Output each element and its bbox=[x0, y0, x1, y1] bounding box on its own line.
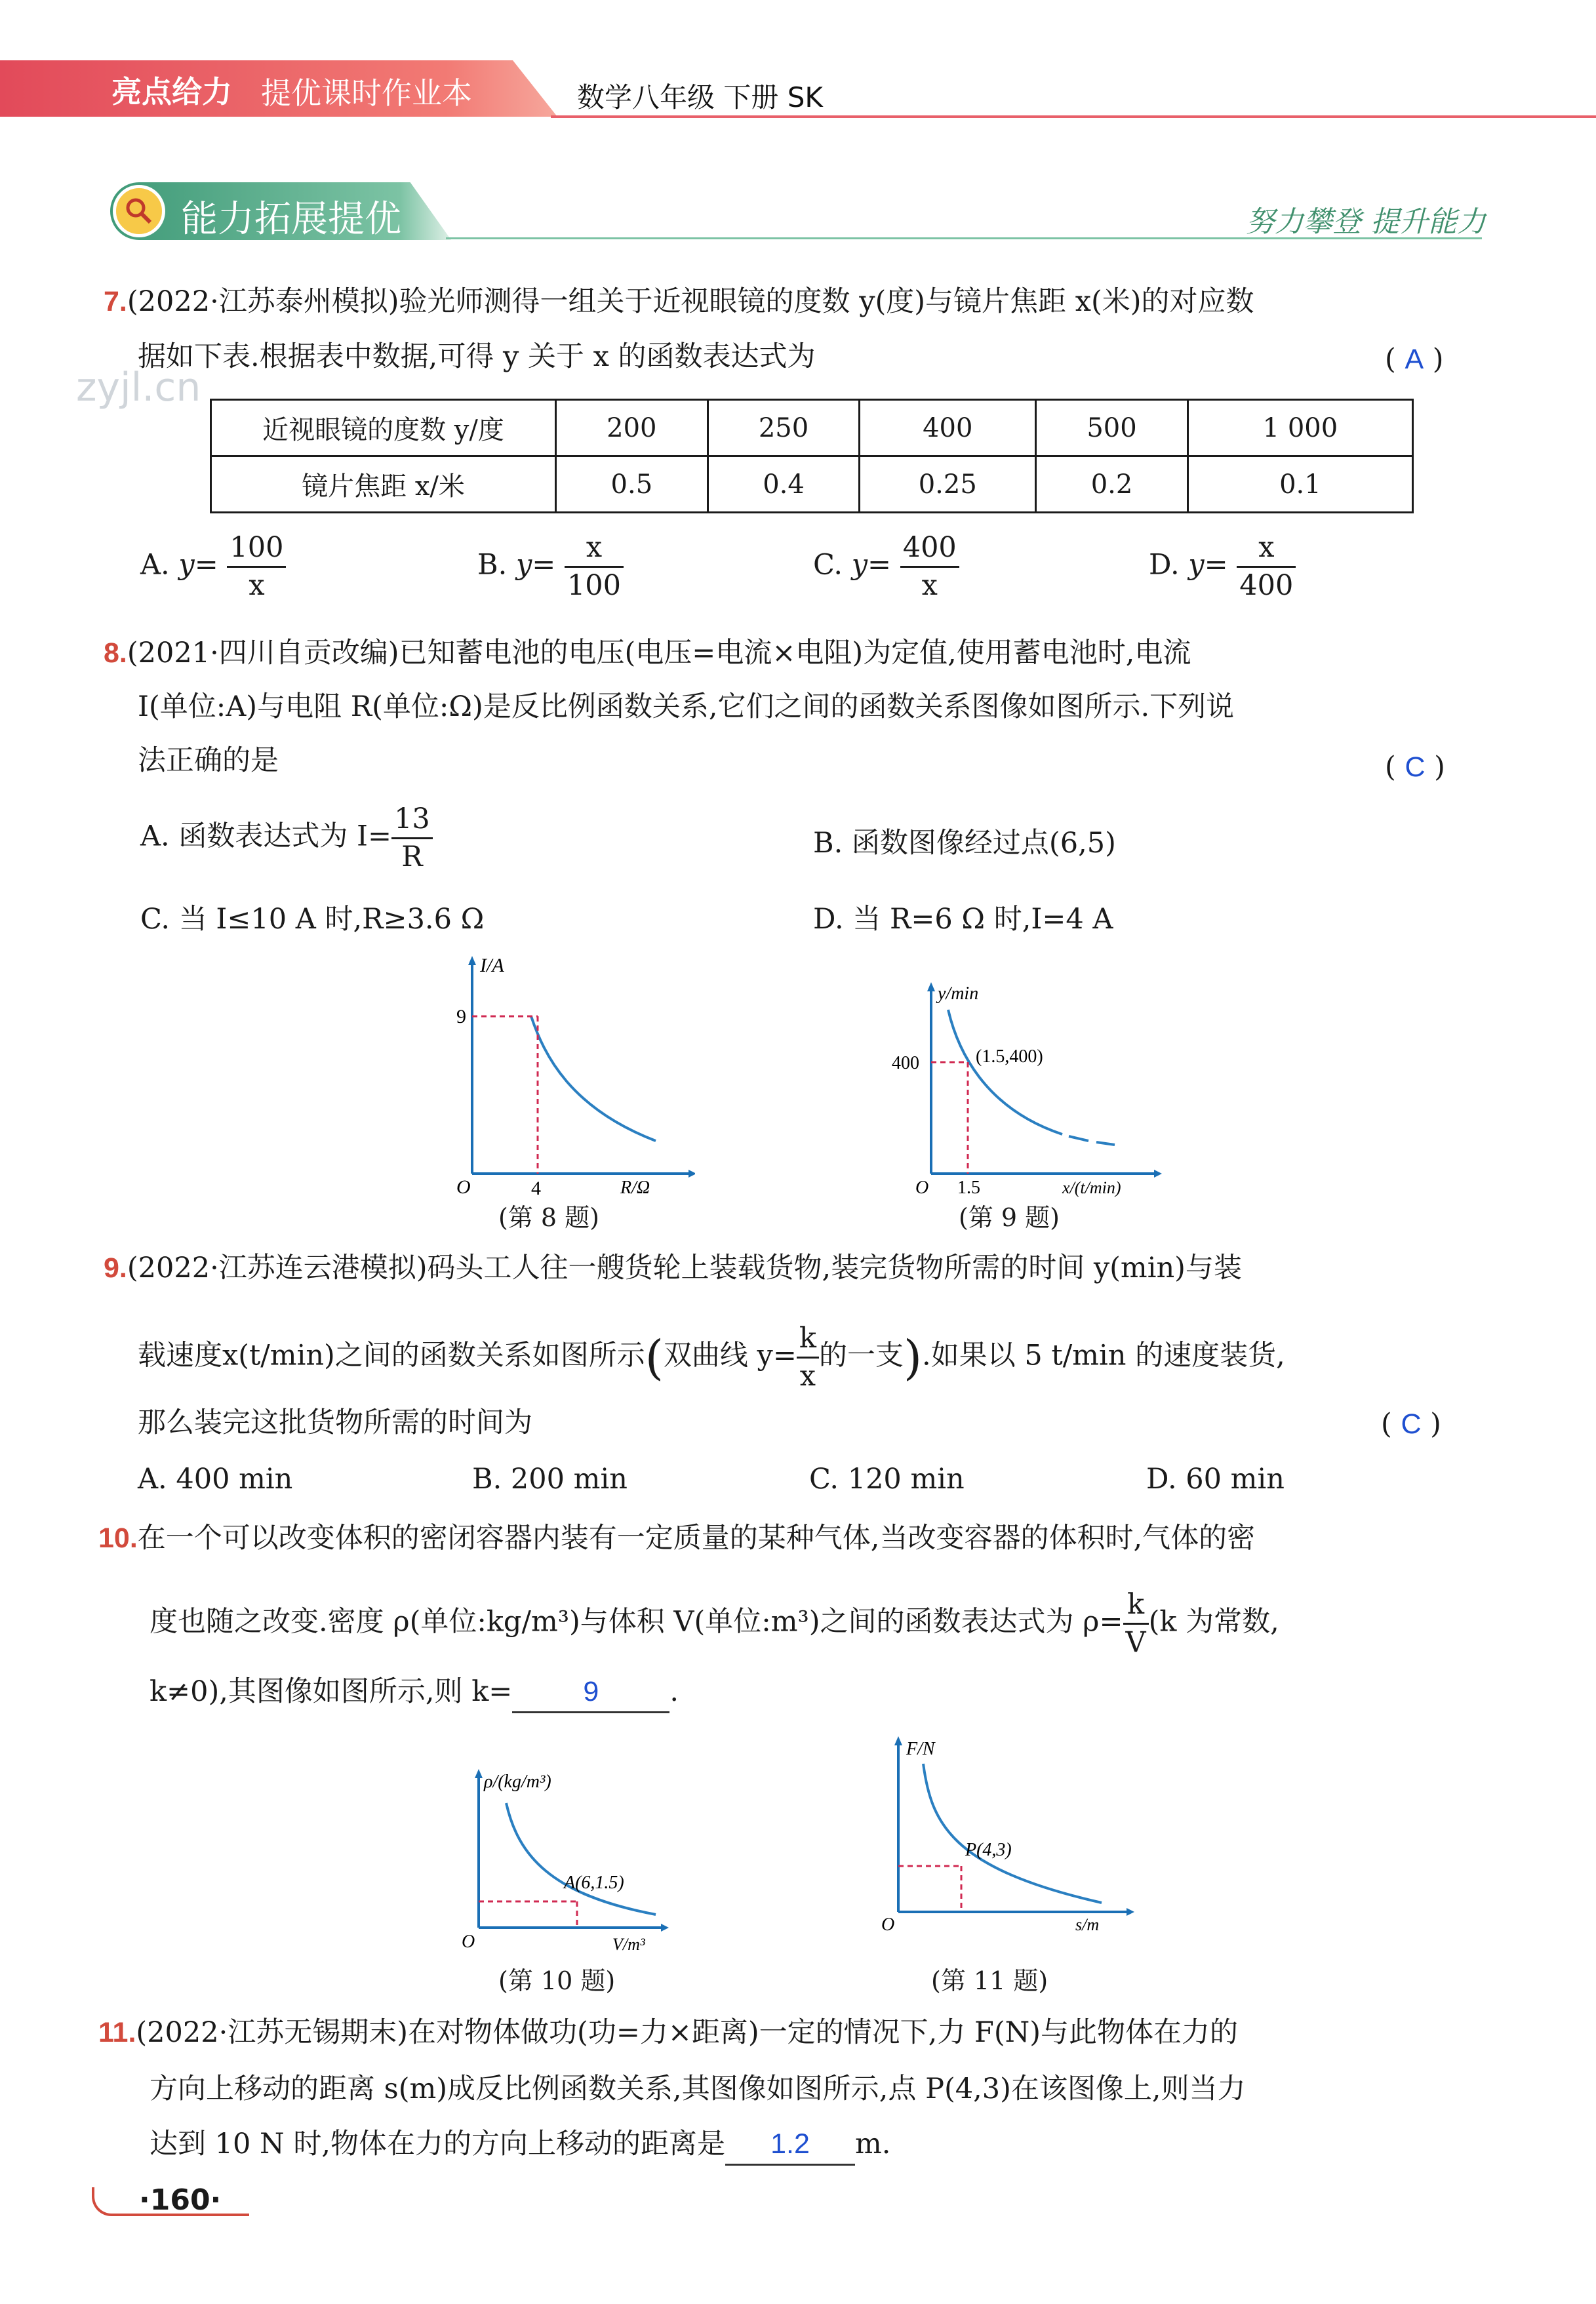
q11-line2: 方向上移动的距离 s(m)成反比例函数关系,其图像如图所示,点 P(4,3)在该图像上,则当力 bbox=[150, 2073, 1246, 2105]
section-title: 能力拓展提优 bbox=[181, 198, 401, 241]
q9-option-a: A. 400 min bbox=[138, 1463, 293, 1496]
q7-line2: 据如下表.根据表中数据,可得 y 关于 x 的函数表达式为 bbox=[138, 340, 816, 373]
q8-number: 8. bbox=[104, 637, 127, 669]
magnifier-icon bbox=[124, 196, 154, 226]
table-cell: 0.2 bbox=[1036, 456, 1188, 513]
q9-caption: (第 9 题) bbox=[959, 1203, 1060, 1232]
q8-line2: I(单位:A)与电阻 R(单位:Ω)是反比例函数关系,它们之间的函数关系图像如图所示.下列说 bbox=[138, 690, 1235, 723]
table-cell: 200 bbox=[556, 400, 708, 456]
q9-line2: 载速度x(t/min)之间的函数关系如图所示(双曲线 y= $\frac{k}{x}$ 的一支).如果以 5 t/min 的速度装货, bbox=[138, 1322, 1285, 1393]
q8-answer-bracket: ( C ) bbox=[1385, 751, 1445, 784]
q7-number: 7. bbox=[104, 286, 127, 317]
q9-x-axis-label: x/(t/min) bbox=[1062, 1178, 1121, 1197]
q7-option-b: B. y= $\frac{x}{100}$ bbox=[477, 534, 624, 600]
section-icon bbox=[113, 185, 165, 237]
q8-x-axis-label: R/Ω bbox=[620, 1178, 650, 1198]
q10-number: 10. bbox=[98, 1522, 138, 1554]
q8-caption: (第 8 题) bbox=[498, 1203, 599, 1232]
q11-answer: 1.2 bbox=[725, 2124, 855, 2166]
q10-line3: k≠0),其图像如图所示,则 k= 9 . bbox=[150, 1672, 679, 1713]
q10-y-axis-label: ρ/(kg/m³) bbox=[484, 1772, 551, 1792]
q10-answer: 9 bbox=[512, 1672, 669, 1713]
header-subject: 数学八年级 下册 SK bbox=[577, 81, 823, 113]
q8-option-a: A. 函数表达式为 I= $\frac{13}{R}$ bbox=[140, 805, 433, 871]
q11-line3: 达到 10 N 时,物体在力的方向上移动的距离是 1.2 m. bbox=[150, 2124, 890, 2166]
q9-answer: C bbox=[1401, 1408, 1422, 1440]
q9-option-d: D. 60 min bbox=[1146, 1463, 1285, 1496]
q9-y-tick: 400 bbox=[892, 1053, 919, 1073]
table-cell: 0.5 bbox=[556, 456, 708, 513]
q9-option-c: C. 120 min bbox=[809, 1463, 965, 1496]
table-cell: 250 bbox=[708, 400, 860, 456]
q8-y-tick: 9 bbox=[456, 1006, 466, 1027]
q9-graph bbox=[892, 977, 1167, 1200]
table-cell: 0.25 bbox=[860, 456, 1036, 513]
q11-y-axis-label: F/N bbox=[906, 1739, 935, 1759]
table-label-degree: 近视眼镜的度数 y/度 bbox=[211, 400, 556, 456]
q7-table bbox=[210, 399, 1414, 513]
q11-point-label: P(4,3) bbox=[965, 1840, 1012, 1860]
q11-caption: (第 11 题) bbox=[931, 1966, 1048, 1995]
q8-graph bbox=[433, 951, 695, 1200]
q9-answer-bracket: ( C ) bbox=[1381, 1408, 1441, 1440]
q10-point-label: A(6,1.5) bbox=[564, 1873, 624, 1893]
header-brand: 亮点给力 bbox=[111, 74, 232, 109]
q10-line2: 度也随之改变.密度 ρ(单位:kg/m³)与体积 V(单位:m³)之间的函数表达式为 ρ= $\frac{k}{V}$ (k 为常数, bbox=[150, 1588, 1279, 1659]
q8-option-c: C. 当 I≤10 A 时,R≥3.6 Ω bbox=[140, 903, 485, 936]
q8-line1: 8.(2021·四川自贡改编)已知蓄电池的电压(电压=电流×电阻)为定值,使用蓄电池时,电流 bbox=[104, 637, 1191, 669]
q9-number: 9. bbox=[104, 1252, 127, 1284]
section-motto: 努力攀登 提升能力 bbox=[1246, 205, 1486, 239]
table-cell: 500 bbox=[1036, 400, 1188, 456]
q9-origin: O bbox=[915, 1178, 929, 1198]
q8-answer: C bbox=[1405, 751, 1426, 783]
q7-option-d: D. y= $\frac{x}{400}$ bbox=[1149, 534, 1296, 600]
table-label-focal: 镜片焦距 x/米 bbox=[211, 456, 556, 513]
q8-x-tick: 4 bbox=[531, 1178, 541, 1199]
q10-line1: 10.在一个可以改变体积的密闭容器内装有一定质量的某种气体,当改变容器的体积时,气体的密 bbox=[98, 1522, 1256, 1555]
q8-origin: O bbox=[456, 1176, 471, 1198]
watermark: zyjl.cn bbox=[76, 365, 201, 410]
q9-y-axis-label: y/min bbox=[938, 983, 979, 1004]
q7-text1: (2022·江苏泰州模拟)验光师测得一组关于近视眼镜的度数 y(度)与镜片焦距 x(米)的对应数 bbox=[127, 285, 1254, 318]
q11-line1: 11.(2022·江苏无锡期末)在对物体做功(功=力×距离)一定的情况下,力 F(N)与此物体在力的 bbox=[98, 2016, 1239, 2049]
header-rule bbox=[551, 115, 1596, 118]
header-series: 提优课时作业本 bbox=[261, 75, 472, 111]
q10-caption: (第 10 题) bbox=[498, 1966, 616, 1995]
q9-line3: 那么装完这批货物所需的时间为 bbox=[138, 1406, 532, 1439]
q9-line1: 9.(2022·江苏连云港模拟)码头工人往一艘货轮上装载货物,装完货物所需的时间 y(min)与装 bbox=[104, 1252, 1242, 1284]
table-row bbox=[211, 456, 1413, 513]
q10-origin: O bbox=[462, 1932, 475, 1952]
q8-option-b: B. 函数图像经过点(6,5) bbox=[813, 827, 1116, 860]
q7-option-c: C. y= $\frac{400}{x}$ bbox=[813, 534, 959, 600]
q10-graph bbox=[446, 1764, 669, 1960]
q11-x-axis-label: s/m bbox=[1075, 1915, 1100, 1934]
table-cell: 0.4 bbox=[708, 456, 860, 513]
q9-x-tick: 1.5 bbox=[957, 1178, 980, 1198]
table-row bbox=[211, 400, 1413, 456]
q7-answer-bracket: ( A ) bbox=[1385, 343, 1444, 376]
table-cell: 0.1 bbox=[1187, 456, 1412, 513]
table-cell: 400 bbox=[860, 400, 1036, 456]
q10-x-axis-label: V/m³ bbox=[612, 1935, 645, 1954]
q8-option-d: D. 当 R=6 Ω 时,I=4 A bbox=[813, 903, 1113, 936]
page-number: ·160· bbox=[139, 2183, 222, 2217]
q7-option-a: A. y= $\frac{100}{x}$ bbox=[140, 534, 286, 600]
q8-line3: 法正确的是 bbox=[138, 744, 279, 777]
q11-origin: O bbox=[881, 1915, 895, 1935]
q9-point-label: (1.5,400) bbox=[976, 1046, 1043, 1067]
q7-answer: A bbox=[1405, 344, 1424, 375]
q11-number: 11. bbox=[98, 2017, 136, 2048]
q8-y-axis-label: I/A bbox=[480, 955, 504, 976]
q7-line1 bbox=[104, 282, 1254, 321]
q11-graph bbox=[866, 1731, 1141, 1941]
table-cell: 1 000 bbox=[1187, 400, 1412, 456]
q9-option-b: B. 200 min bbox=[472, 1463, 628, 1496]
